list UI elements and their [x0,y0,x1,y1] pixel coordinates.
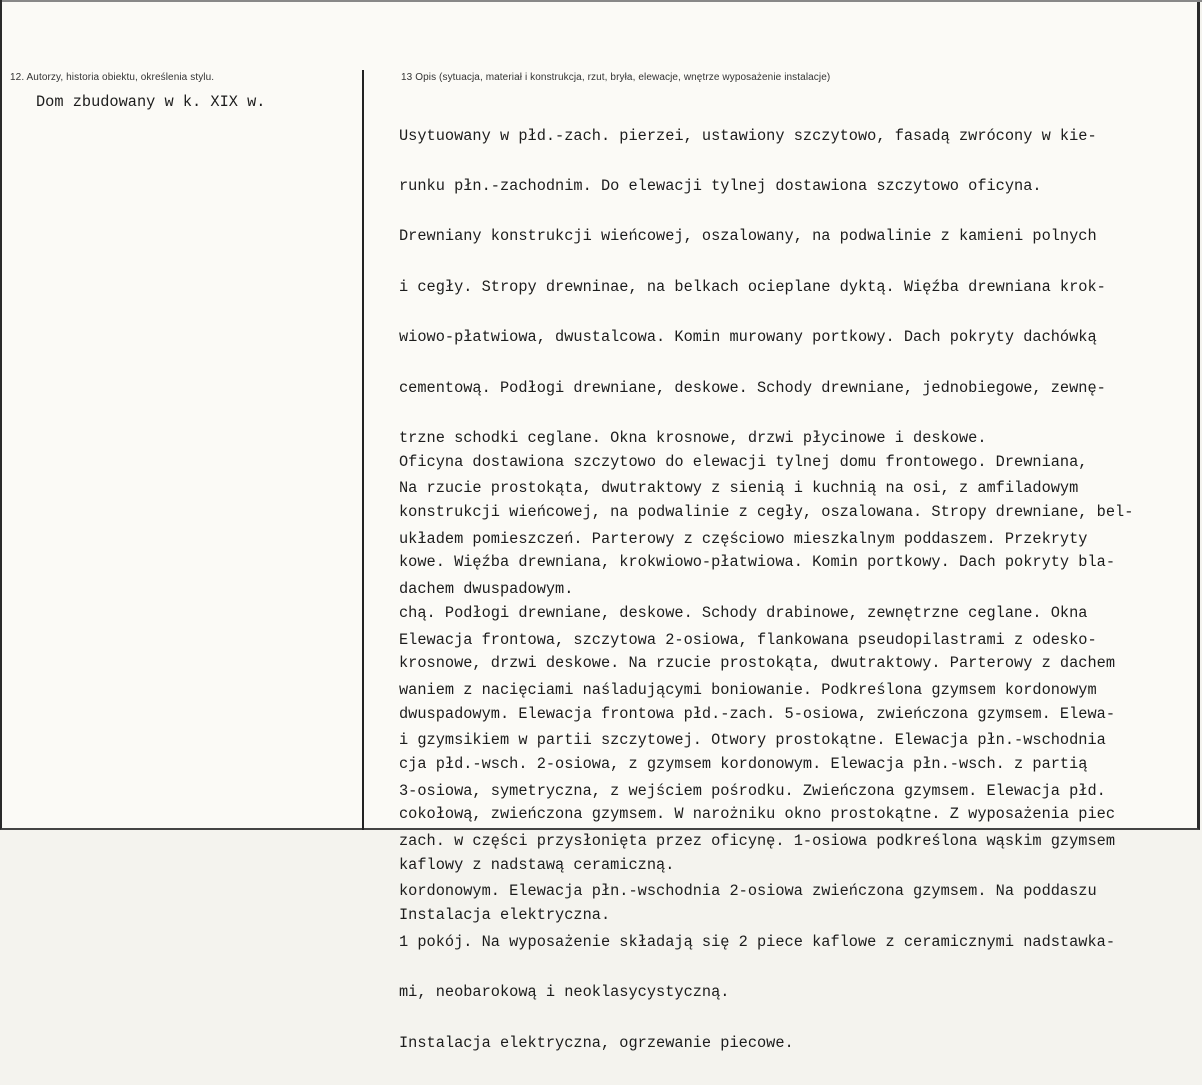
description-line: i cegły. Stropy drewninae, na belkach ocieplane dyktą. Więźba drewniana krok- [399,277,1106,296]
description-line: kordonowym. Elewacja płn.-wschodnia 2-osiowa zwieńczona gzymsem. Na poddaszu [399,882,1097,901]
description-line: kaflowy z nadstawą ceramiczną. [399,855,675,874]
description-line: waniem z nacięciami naśladującymi boniowanie. Podkreślona gzymsem kordonowym [399,680,1097,699]
description-line: cokołową, zwieńczona gzymsem. W narożniku okno prostokątne. Z wyposażenia piec [399,805,1116,824]
description-line: Usytuowany w płd.-zach. pierzei, ustawiony szczytowo, fasadą zwrócony w kie- [399,126,1097,145]
description-line: 1 pokój. Na wyposażenie składają się 2 piece kaflowe z ceramicznymi nadstawka- [399,932,1116,951]
description-line: konstrukcji wieńcowej, na podwalinie z cegły, oszalowana. Stropy drewniane, bel- [399,502,1134,521]
description-line: kowe. Więźba drewniana, krokwiowo-płatwiowa. Komin portkowy. Dach pokryty bla- [399,553,1116,572]
description-line: Na rzucie prostokąta, dwutraktowy z sienią i kuchnią na osi, z amfiladowym [399,479,1079,498]
description-line: cja płd.-wsch. 2-osiowa, z gzymsem kordonowym. Elewacja płn.-wsch. z partią [399,754,1088,773]
description-line: trzne schodki ceglane. Okna krosnowe, drzwi płycinowe i deskowe. [399,428,987,447]
column-divider [362,70,364,830]
section-12-label: 12. Autorzy, historia obiektu, określenia stylu. [10,72,215,83]
description-line: i gzymsikiem w partii szczytowej. Otwory prostokątne. Elewacja płn.-wschodnia [399,731,1106,750]
description-line: układem pomieszczeń. Parterowy z częściowo mieszkalnym poddaszem. Przekryty [399,529,1088,548]
description-line: Instalacja elektryczna, ogrzewanie piecowe. [399,1033,794,1052]
description-line: wiowo-płatwiowa, dwustalcowa. Komin murowany portkowy. Dach pokryty dachówką [399,328,1097,347]
description-line: 3-osiowa, symetryczna, z wejściem pośrodku. Zwieńczona gzymsem. Elewacja płd. [399,781,1106,800]
description-line: Oficyna dostawiona szczytowo do elewacji tylnej domu frontowego. Drewniana, [399,452,1088,471]
description-line: krosnowe, drzwi deskowe. Na rzucie prostokąta, dwutraktowy. Parterowy z dachem [399,654,1116,673]
description-line: Drewniany konstrukcji wieńcowej, oszalowany, na podwalinie z kamieni polnych [399,227,1097,246]
description-line: zach. w części przysłonięta przez oficynę. 1-osiowa podkreślona wąskim gzymsem [399,832,1116,851]
description-paragraph-2 [399,420,1133,958]
description-line: cementową. Podłogi drewniane, deskowe. Schody drewniane, jednobiegowe, zewnę- [399,378,1106,397]
top-rule [2,0,1202,2]
description-line: Elewacja frontowa, szczytowa 2-osiowa, flankowana pseudopilastrami z odesko- [399,630,1097,649]
description-line: Instalacja elektryczna. [399,906,611,925]
description-line: mi, neobarokową i neoklasycystyczną. [399,983,730,1002]
description-line: chą. Podłogi drewniane, deskowe. Schody drabinowe, zewnętrzne ceglane. Okna [399,603,1088,622]
description-line: runku płn.-zachodnim. Do elewacji tylnej dostawiona szczytowo oficyna. [399,176,1042,195]
description-line: dachem dwuspadowym. [399,580,574,599]
section-13-label: 13 Opis (sytuacja, materiał i konstrukcja, rzut, bryła, elewacje, wnętrze wyposażenie instalacje) [401,72,831,83]
section-12-text: Dom zbudowany w k. XIX w. [36,93,266,111]
description-line: dwuspadowym. Elewacja frontowa płd.-zach. 5-osiowa, zwieńczona gzymsem. Elewa- [399,704,1116,723]
